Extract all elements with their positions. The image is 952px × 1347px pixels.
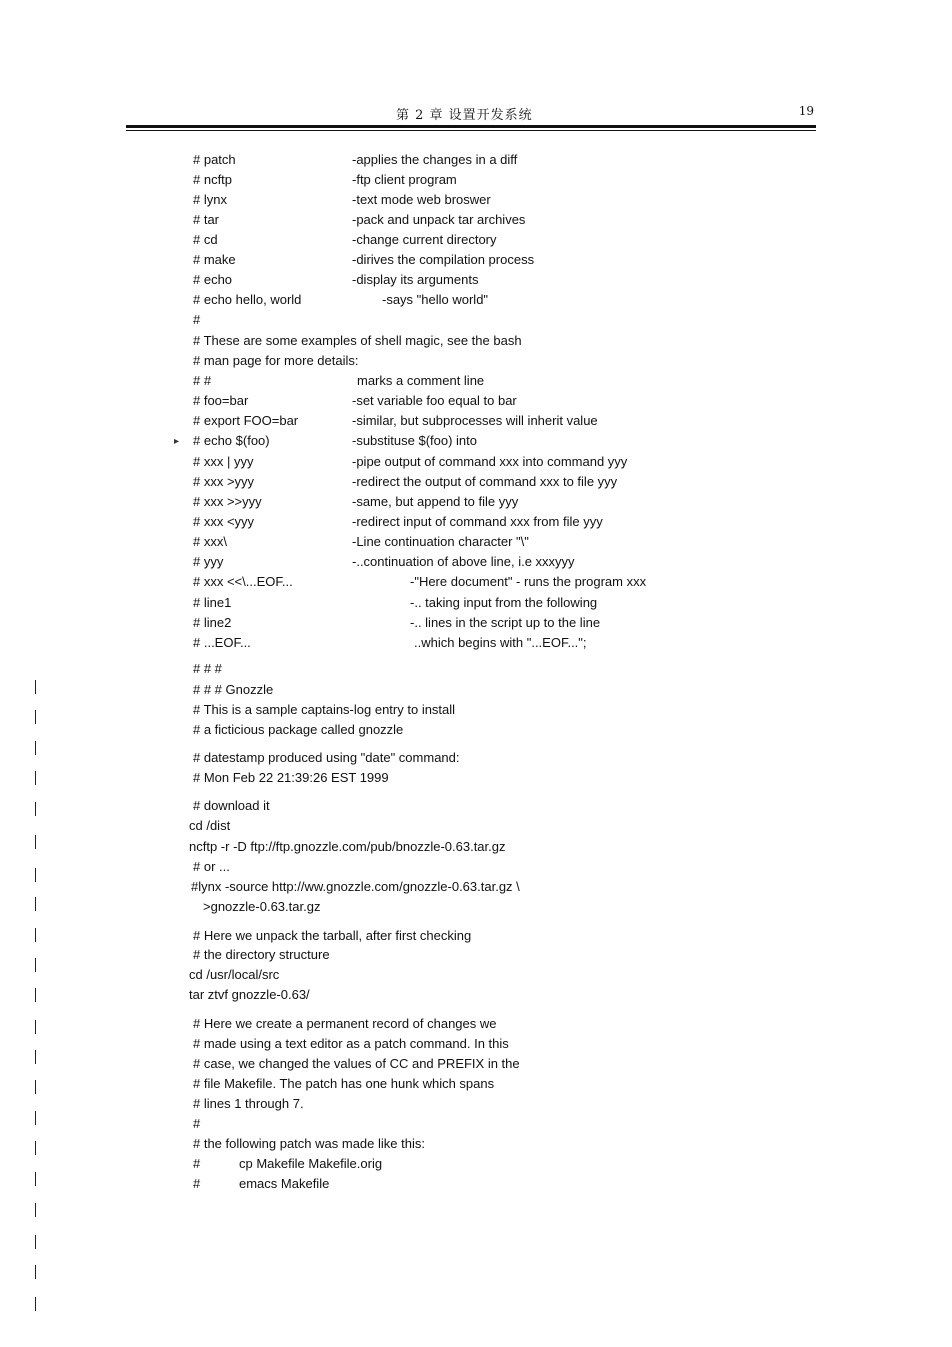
code-text: # echo hello, world: [193, 292, 302, 307]
code-description: -redirect the output of command xxx to file yyy: [352, 474, 618, 489]
code-line: [189, 818, 749, 834]
margin-bar: [35, 1297, 36, 1311]
bullet-mark: ▸: [174, 436, 180, 447]
code-line: [193, 333, 753, 349]
code-description: -set variable foo equal to bar: [352, 393, 517, 408]
code-description: -..continuation of above line, i.e xxxyyy: [352, 554, 575, 569]
code-line: [193, 1056, 753, 1072]
code-line: [193, 172, 753, 188]
code-line: [193, 433, 753, 449]
code-description: -display its arguments: [352, 272, 479, 287]
code-text: # xxx <<\...EOF...: [193, 574, 293, 589]
code-description: -pack and unpack tar archives: [352, 212, 526, 227]
code-text: # Mon Feb 22 21:39:26 EST 1999: [193, 770, 389, 785]
code-text: # These are some examples of shell magic, see the bash: [193, 333, 522, 348]
code-line: [193, 353, 753, 369]
code-text: # case, we changed the values of CC and PREFIX in the: [193, 1056, 520, 1071]
code-text: # ...EOF...: [193, 635, 251, 650]
code-text: # echo: [193, 272, 233, 287]
code-text: # the directory structure: [193, 947, 330, 962]
code-description: -Line continuation character "\": [352, 534, 529, 549]
chapter-title: 第 2 章 设置开发系统: [396, 108, 533, 123]
code-text: # xxx | yyy: [193, 454, 254, 469]
code-line: [193, 292, 753, 308]
margin-bar: [35, 771, 36, 785]
code-line: [193, 798, 753, 814]
code-text: # xxx <yyy: [193, 514, 255, 529]
code-line: [193, 1136, 753, 1152]
code-description: -redirect input of command xxx from file yyy: [352, 514, 603, 529]
code-text: # #: [193, 373, 212, 388]
code-line: [193, 682, 753, 698]
code-description: -change current directory: [352, 232, 497, 247]
code-line: [193, 661, 753, 677]
margin-bar: [35, 1172, 36, 1186]
code-line: [193, 192, 753, 208]
code-line: [193, 574, 753, 590]
code-text: # ncftp: [193, 172, 233, 187]
code-text: # file Makefile. The patch has one hunk which spans: [193, 1076, 495, 1091]
code-text: # a ficticious package called gnozzle: [193, 722, 404, 737]
code-line: [193, 1096, 753, 1112]
code-description: emacs Makefile: [239, 1176, 330, 1191]
code-line: [193, 1116, 753, 1132]
code-line: [193, 393, 753, 409]
code-text: # lynx: [193, 192, 227, 207]
margin-bar: [35, 868, 36, 882]
code-line: [193, 312, 753, 328]
code-description: ..which begins with "...EOF...";: [414, 635, 587, 650]
code-description: -similar, but subprocesses will inherit value: [352, 413, 598, 428]
code-text: # yyy: [193, 554, 224, 569]
code-line: [193, 494, 753, 510]
margin-bar: [35, 741, 36, 755]
code-description: -says "hello world": [382, 292, 489, 307]
code-text: # download it: [193, 798, 270, 813]
margin-bar: [35, 1020, 36, 1034]
code-line: [193, 232, 753, 248]
code-line: [193, 750, 753, 766]
code-text: # patch: [193, 152, 236, 167]
code-line: [193, 770, 753, 786]
code-line: [193, 373, 753, 389]
code-line: [193, 947, 753, 963]
header-rule-thick: [126, 125, 816, 128]
code-line: [193, 272, 753, 288]
code-text: >gnozzle-0.63.tar.gz: [203, 899, 321, 914]
margin-bar: [35, 710, 36, 724]
code-text: # lines 1 through 7.: [193, 1096, 304, 1111]
code-line: [193, 1176, 753, 1192]
margin-bar: [35, 1080, 36, 1094]
code-description: -dirives the compilation process: [352, 252, 535, 267]
code-text: # xxx >>yyy: [193, 494, 262, 509]
code-line: [193, 722, 753, 738]
margin-bar: [35, 1235, 36, 1249]
code-text: tar ztvf gnozzle-0.63/: [189, 987, 310, 1002]
code-text: # man page for more details:: [193, 353, 359, 368]
code-line: [193, 514, 753, 530]
code-description: -"Here document" - runs the program xxx: [410, 574, 647, 589]
code-text: # line1: [193, 595, 232, 610]
code-text: cd /usr/local/src: [189, 967, 280, 982]
code-text: #: [193, 312, 201, 327]
code-text: # # #: [193, 661, 222, 676]
code-text: #: [193, 1116, 201, 1131]
code-text: # make: [193, 252, 236, 267]
code-text: # # # Gnozzle: [193, 682, 274, 697]
code-line: [193, 413, 753, 429]
code-line: [193, 554, 753, 570]
code-line: [191, 879, 751, 895]
code-text: #lynx -source http://ww.gnozzle.com/gnozzle-0.63.tar.gz \: [191, 879, 520, 894]
code-text: #: [193, 1156, 201, 1171]
code-text: # xxx\: [193, 534, 227, 549]
code-description: -applies the changes in a diff: [352, 152, 518, 167]
margin-bar: [35, 1203, 36, 1217]
code-description: -same, but append to file yyy: [352, 494, 519, 509]
code-line: [193, 595, 753, 611]
page-number: 19: [798, 104, 814, 118]
code-text: # tar: [193, 212, 220, 227]
code-text: # This is a sample captains-log entry to install: [193, 702, 456, 717]
code-text: # made using a text editor as a patch command. In this: [193, 1036, 509, 1051]
code-line: [193, 1016, 753, 1032]
margin-bar: [35, 802, 36, 816]
code-description: -text mode web broswer: [352, 192, 491, 207]
code-line: [193, 928, 753, 944]
code-line: [193, 152, 753, 168]
code-description: -.. taking input from the following: [410, 595, 598, 610]
margin-bar: [35, 1050, 36, 1064]
code-text: ncftp -r -D ftp://ftp.gnozzle.com/pub/bnozzle-0.63.tar.gz: [189, 839, 506, 854]
code-text: # cd: [193, 232, 218, 247]
code-text: # export FOO=bar: [193, 413, 299, 428]
code-text: # echo $(foo): [193, 433, 270, 448]
margin-bar: [35, 928, 36, 942]
code-line: [193, 1076, 753, 1092]
code-line: [189, 967, 749, 983]
code-line: [193, 454, 753, 470]
code-line: [193, 212, 753, 228]
margin-bar: [35, 1141, 36, 1155]
margin-bar: [35, 897, 36, 911]
header-rule-thin: [126, 130, 816, 131]
code-line: [193, 615, 753, 631]
code-line: [193, 859, 753, 875]
running-header: [126, 104, 816, 122]
code-line: [193, 635, 753, 651]
margin-bar: [35, 835, 36, 849]
margin-bar: [35, 958, 36, 972]
code-line: [193, 702, 753, 718]
margin-bar: [35, 1111, 36, 1125]
code-line: [203, 899, 763, 915]
code-line: [193, 474, 753, 490]
code-text: # or ...: [193, 859, 230, 874]
code-text: # datestamp produced using "date" command:: [193, 750, 460, 765]
margin-bar: [35, 988, 36, 1002]
code-text: # the following patch was made like this:: [193, 1136, 425, 1151]
code-text: # line2: [193, 615, 232, 630]
code-description: marks a comment line: [357, 373, 485, 388]
code-description: -substituse $(foo) into: [352, 433, 478, 448]
code-line: [189, 987, 749, 1003]
code-text: #: [193, 1176, 201, 1191]
code-line: [193, 1156, 753, 1172]
code-line: [193, 1036, 753, 1052]
code-text: # Here we unpack the tarball, after first checking: [193, 928, 472, 943]
code-text: # xxx >yyy: [193, 474, 255, 489]
code-description: -pipe output of command xxx into command yyy: [352, 454, 628, 469]
code-description: cp Makefile Makefile.orig: [239, 1156, 383, 1171]
margin-bar: [35, 680, 36, 694]
code-text: cd /dist: [189, 818, 231, 833]
code-description: -.. lines in the script up to the line: [410, 615, 601, 630]
code-line: [189, 839, 749, 855]
code-line: [193, 534, 753, 550]
code-text: # foo=bar: [193, 393, 249, 408]
margin-bar: [35, 1265, 36, 1279]
code-line: [193, 252, 753, 268]
code-text: # Here we create a permanent record of changes we: [193, 1016, 497, 1031]
code-description: -ftp client program: [352, 172, 457, 187]
